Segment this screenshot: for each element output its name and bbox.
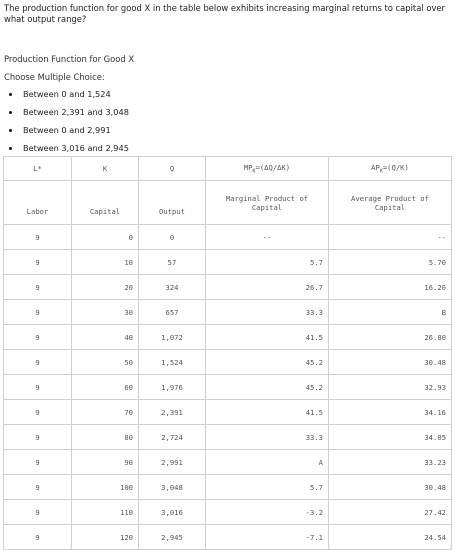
table-row: [4, 400, 452, 425]
output-cell: 1,072: [139, 325, 206, 350]
output-cell: 2,991: [139, 450, 206, 475]
table-row: [4, 225, 452, 250]
ap-cell: 5.70: [329, 250, 452, 275]
ap-header: Average Product of Capital: [329, 181, 452, 225]
capital-cell: 30: [72, 300, 139, 325]
labor-cell: 9: [4, 525, 72, 550]
mp-cell: 5.7: [206, 475, 329, 500]
output-cell: 1,976: [139, 375, 206, 400]
table-row: [4, 275, 452, 300]
labor-cell: 9: [4, 300, 72, 325]
labor-cell: 9: [4, 425, 72, 450]
labor-cell: 9: [4, 350, 72, 375]
output-cell: 1,524: [139, 350, 206, 375]
capital-cell: 100: [72, 475, 139, 500]
mp-cell: 41.5: [206, 400, 329, 425]
ap-cell: 26.80: [329, 325, 452, 350]
mp-cell: 45.2: [206, 375, 329, 400]
output-cell: 2,391: [139, 400, 206, 425]
choice-label: Between 0 and 2,991: [23, 125, 111, 135]
ap-formula: $AP_K=(Q/K)$: [329, 157, 452, 181]
ap-cell: 24.54: [329, 525, 452, 550]
ap-cell: 16.20: [329, 275, 452, 300]
output-cell: 3,016: [139, 500, 206, 525]
output-cell: 324: [139, 275, 206, 300]
bullet-icon: [9, 129, 12, 132]
capital-cell: 40: [72, 325, 139, 350]
capital-header: Capital: [72, 181, 139, 225]
capital-cell: 50: [72, 350, 139, 375]
symbol-header-row: [4, 157, 452, 181]
instruction-text: Choose Multiple Choice:: [4, 72, 105, 82]
capital-cell: 120: [72, 525, 139, 550]
table-row: [4, 250, 452, 275]
output-cell: 2,945: [139, 525, 206, 550]
table-row: [4, 350, 452, 375]
table-row: [4, 525, 452, 550]
table-row: [4, 475, 452, 500]
capital-cell: 20: [72, 275, 139, 300]
ap-cell: B: [329, 300, 452, 325]
mp-cell: 5.7: [206, 250, 329, 275]
labor-cell: 9: [4, 475, 72, 500]
output-cell: 57: [139, 250, 206, 275]
mp-cell: 41.5: [206, 325, 329, 350]
labor-cell: 9: [4, 275, 72, 300]
production-table: [3, 156, 452, 550]
ap-cell: 33.23: [329, 450, 452, 475]
output-symbol: Q: [139, 157, 206, 181]
table-row: [4, 500, 452, 525]
labor-cell: 9: [4, 250, 72, 275]
labor-cell: 9: [4, 325, 72, 350]
bullet-icon: [9, 93, 12, 96]
ap-cell: 32.93: [329, 375, 452, 400]
choice-option[interactable]: [9, 89, 129, 107]
output-cell: 3,048: [139, 475, 206, 500]
output-cell: 0: [139, 225, 206, 250]
table-row: [4, 375, 452, 400]
ap-cell: 30.48: [329, 350, 452, 375]
capital-cell: 0: [72, 225, 139, 250]
output-cell: 657: [139, 300, 206, 325]
ap-cell: --: [329, 225, 452, 250]
mp-cell: -3.2: [206, 500, 329, 525]
choice-label: Between 3,016 and 2,945: [23, 143, 129, 153]
bullet-icon: [9, 147, 12, 150]
labor-symbol: L*: [4, 157, 72, 181]
choice-option[interactable]: [9, 107, 129, 125]
choice-option[interactable]: [9, 125, 129, 143]
table-row: [4, 450, 452, 475]
table-row: [4, 300, 452, 325]
mp-cell: 45.2: [206, 350, 329, 375]
capital-cell: 90: [72, 450, 139, 475]
ap-cell: 27.42: [329, 500, 452, 525]
capital-cell: 110: [72, 500, 139, 525]
mp-cell: A: [206, 450, 329, 475]
table-row: [4, 425, 452, 450]
mp-cell: 33.3: [206, 300, 329, 325]
mp-cell: 33.3: [206, 425, 329, 450]
choice-list: [9, 89, 129, 161]
capital-symbol: K: [72, 157, 139, 181]
section-title: Production Function for Good X: [4, 54, 135, 64]
mp-cell: 26.7: [206, 275, 329, 300]
capital-cell: 60: [72, 375, 139, 400]
bullet-icon: [9, 111, 12, 114]
output-cell: 2,724: [139, 425, 206, 450]
choice-label: Between 2,391 and 3,048: [23, 107, 129, 117]
output-header: Output: [139, 181, 206, 225]
ap-cell: 34.16: [329, 400, 452, 425]
capital-cell: 70: [72, 400, 139, 425]
labor-cell: 9: [4, 400, 72, 425]
label-header-row: [4, 181, 452, 225]
labor-cell: 9: [4, 375, 72, 400]
mp-header: Marginal Product of Capital: [206, 181, 329, 225]
mp-formula: $MP_K=(\Delta Q/\Delta K)$: [206, 157, 329, 181]
labor-cell: 9: [4, 225, 72, 250]
mp-cell: -7.1: [206, 525, 329, 550]
labor-cell: 9: [4, 500, 72, 525]
choice-label: Between 0 and 1,524: [23, 89, 111, 99]
labor-cell: 9: [4, 450, 72, 475]
capital-cell: 80: [72, 425, 139, 450]
capital-cell: 10: [72, 250, 139, 275]
labor-header: Labor: [4, 181, 72, 225]
ap-cell: 34.05: [329, 425, 452, 450]
mp-cell: --: [206, 225, 329, 250]
question-text: The production function for good X in the table below exhibits increasing marginal returns to capital over what output range?: [4, 3, 446, 24]
ap-cell: 30.48: [329, 475, 452, 500]
table-row: [4, 325, 452, 350]
